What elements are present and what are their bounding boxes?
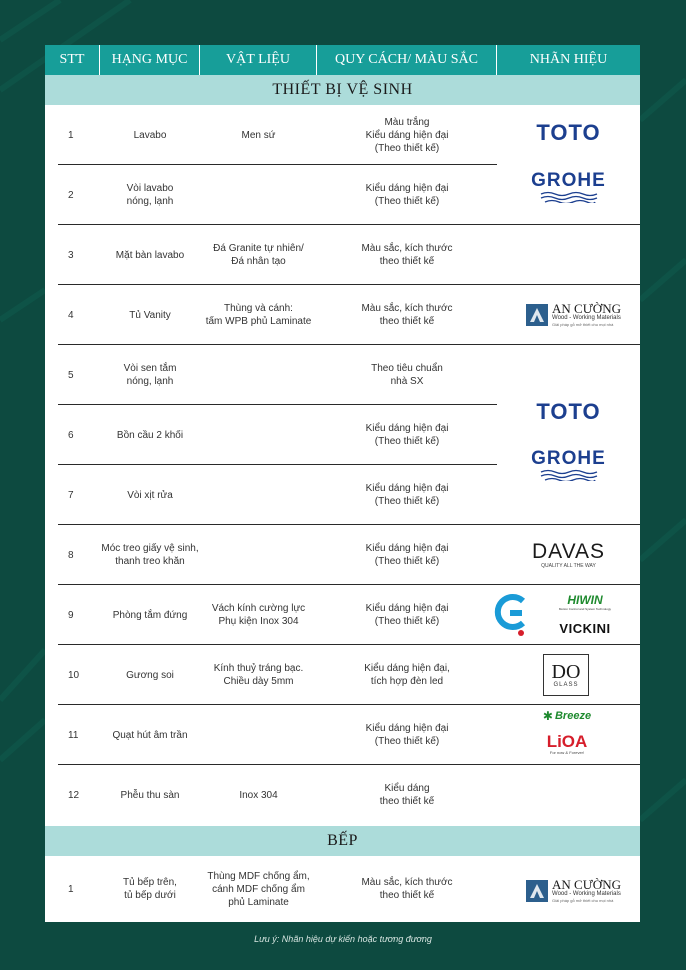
row-material: Kính thuỷ tráng bạc. Chiều dày 5mm — [213, 663, 304, 687]
row-spec: Kiểu dáng hiện đại (Theo thiết kế) — [365, 423, 449, 447]
ancuong-logo: AN CƯỜNG Wood - Working Materials Giải pháp gỗ mở thiết chu mọi nhà — [511, 295, 636, 335]
row-material: Thùng và cánh: tấm WPB phủ Laminate — [205, 303, 312, 327]
row-stt: 10 — [68, 669, 80, 681]
row-item: Vòi lavabo nóng, lạnh — [126, 183, 174, 207]
hiwin-logo: HIWIN Motion Control and System Technology — [558, 593, 612, 611]
row-material: Men sứ — [241, 129, 276, 141]
section-sanitary: THIẾT BỊ VỆ SINH — [45, 75, 640, 105]
row-spec: Màu sắc, kích thước theo thiết kế — [361, 303, 453, 327]
row-item: Tủ Vanity — [129, 309, 171, 321]
row-spec: Kiểu dáng hiện đại (Theo thiết kế) — [365, 723, 449, 747]
davas-logo: DAVAS QUALITY ALL THE WAY — [531, 540, 606, 569]
row-item: Bồn cầu 2 khối — [116, 429, 184, 441]
breeze-logo: ✱ Breeze — [542, 709, 592, 723]
row-spec: Theo tiêu chuẩn nhà SX — [371, 363, 443, 387]
lioa-logo: LiOA For now & Forever! — [546, 732, 588, 755]
row-item: Phòng tắm đứng — [112, 609, 188, 621]
row-spec: Kiểu dáng hiện đại (Theo thiết kế) — [365, 183, 449, 207]
row-item: Tủ bếp trên, tủ bếp dưới — [123, 877, 177, 901]
grohe-wave-icon — [539, 191, 599, 203]
header-item: HẠNG MỤC — [100, 45, 200, 75]
row-stt: 11 — [68, 729, 79, 741]
row-stt: 1 — [68, 883, 74, 895]
row-spec: Kiểu dáng hiện đại (Theo thiết kế) — [365, 603, 449, 627]
row-stt: 12 — [68, 789, 80, 801]
row-item: Mặt bàn lavabo — [115, 249, 185, 261]
row-item: Quạt hút âm trần — [112, 729, 188, 741]
breeze-star-icon: ✱ — [542, 709, 553, 723]
row-stt: 7 — [68, 489, 74, 501]
row-spec: Màu sắc, kích thước theo thiết kế — [361, 243, 453, 267]
row-material: Đá Granite tự nhiên/ Đá nhân tạo — [213, 243, 304, 267]
row-spec: Kiểu dáng theo thiết kế — [379, 783, 435, 807]
toto-logo: TOTO — [536, 399, 601, 424]
row-material: Thùng MDF chống ẩm, cánh MDF chống ẩm phủ Laminate — [207, 870, 310, 908]
row-spec: Kiểu dáng hiện đại (Theo thiết kế) — [365, 483, 449, 507]
row-spec: Màu trắng Kiểu dáng hiện đại (Theo thiết kế) — [365, 116, 449, 154]
row-spec: Kiểu dáng hiện đại, tích hợp đèn led — [364, 663, 450, 687]
row-material: Vách kính cường lực Phụ kiện Inox 304 — [211, 603, 306, 627]
row-material: Inox 304 — [239, 789, 278, 801]
header-brand: NHÃN HIỆU — [529, 52, 608, 67]
grohe-logo: GROHE — [497, 445, 640, 485]
row-spec: Kiểu dáng hiện đại (Theo thiết kế) — [365, 543, 449, 567]
row-stt: 8 — [68, 549, 74, 561]
header-stt: STT — [45, 45, 100, 75]
grohe-logo: GROHE — [497, 167, 640, 207]
row-stt: 9 — [68, 609, 74, 621]
toto-logo: TOTO — [536, 120, 601, 145]
spec-table — [45, 45, 640, 922]
row-stt: 5 — [68, 369, 74, 381]
ancuong-emblem-icon — [526, 304, 548, 326]
section-kitchen: BẾP — [45, 826, 640, 856]
ancuong-emblem-icon — [526, 880, 548, 902]
g-glass-logo — [491, 591, 531, 639]
row-stt: 1 — [68, 129, 74, 141]
ancuong-logo: AN CƯỜNG Wood - Working Materials Giải pháp gỗ mở thiết chu mọi nhà — [511, 871, 636, 911]
table-header — [45, 45, 640, 75]
row-item: Phễu thu sàn — [120, 789, 180, 801]
header-material: VẬT LIỆU — [200, 45, 317, 75]
g-glass-emblem-icon — [493, 593, 529, 637]
row-item: Vòi xịt rửa — [127, 489, 173, 501]
footnote: Lưu ý: Nhãn hiệu dự kiến hoặc tương đương — [254, 934, 432, 944]
row-item: Móc treo giấy vệ sinh, thanh treo khăn — [101, 543, 199, 567]
row-item: Vòi sen tắm nóng, lạnh — [123, 363, 177, 387]
row-stt: 4 — [68, 309, 74, 321]
row-item: Lavabo — [133, 129, 167, 141]
row-item: Gương soi — [126, 669, 174, 681]
grohe-wave-icon — [539, 469, 599, 481]
doglass-logo: DO GLASS — [540, 653, 592, 697]
row-spec: Màu sắc, kích thước theo thiết kế — [361, 877, 453, 901]
row-stt: 3 — [68, 249, 74, 261]
row-stt: 2 — [68, 189, 74, 201]
row-stt: 6 — [68, 429, 74, 441]
vickini-logo: VICKINI — [559, 620, 611, 636]
header-spec: QUY CÁCH/ MÀU SẮC — [317, 45, 497, 75]
